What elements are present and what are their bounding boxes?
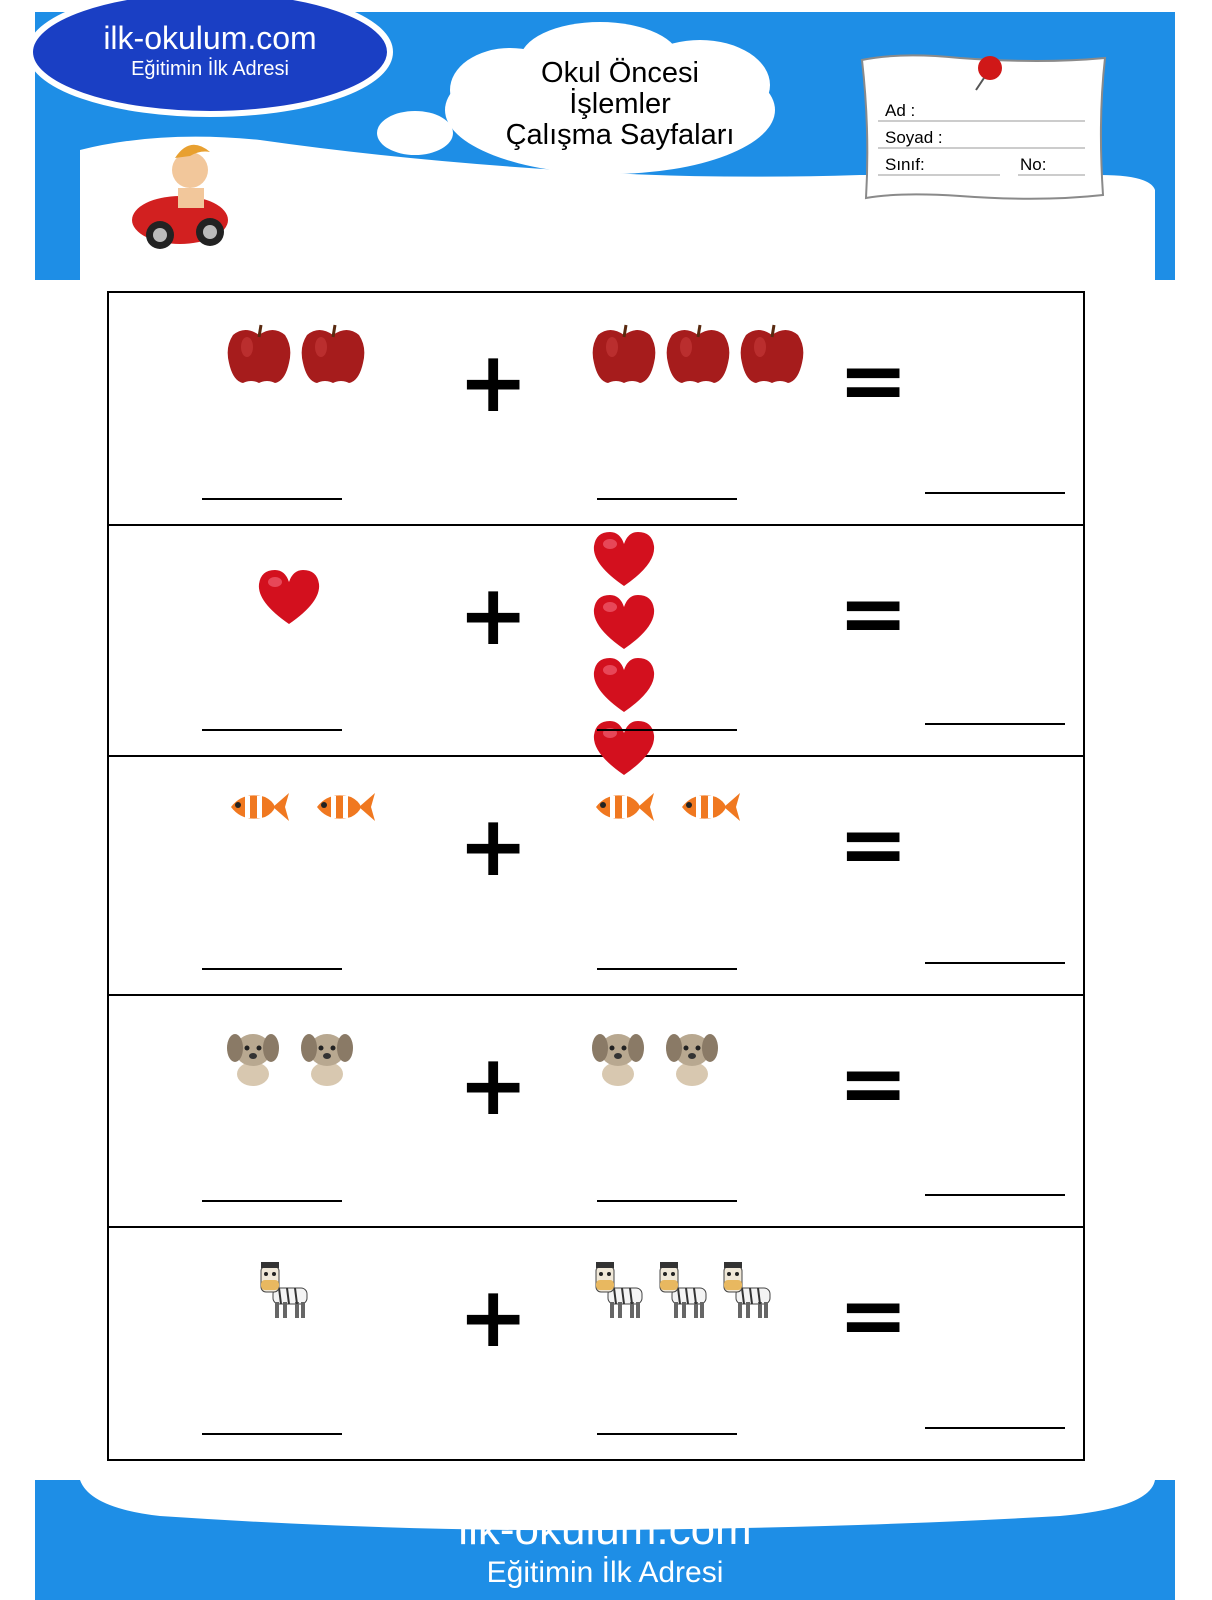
answer-blank-result[interactable] [925,962,1065,964]
answer-blank-result[interactable] [925,492,1065,494]
icon-group [225,787,397,834]
icon-group [255,1258,319,1327]
zebra-icon [654,1258,712,1322]
row-divider [107,994,1085,996]
icon-group [590,1026,738,1095]
heart-icon [590,654,658,716]
icon-group [590,787,762,834]
answer-blank-left[interactable] [202,729,342,731]
equals-sign: = [838,1266,909,1364]
answer-blank-right[interactable] [597,729,737,731]
surname-label: Soyad : [885,128,943,147]
answer-blank-left[interactable] [202,1433,342,1435]
answer-blank-left[interactable] [202,968,342,970]
plus-sign: + [458,566,529,664]
zebra-icon [590,1258,648,1322]
worksheet-title-line2: İşlemler [569,88,671,120]
logo-title: ilk-okulum.com [103,20,317,56]
worksheet-title [470,58,770,151]
icon-group [590,1258,782,1327]
apple-icon [299,323,367,385]
icon-group [225,1026,373,1095]
apple-icon [738,323,806,385]
row-divider [107,524,1085,526]
apple-icon [590,323,658,385]
answer-blank-left[interactable] [202,498,342,500]
answer-blank-result[interactable] [925,1427,1065,1429]
cartoon-car-icon [132,145,228,249]
fish-icon [311,787,379,829]
apple-icon [225,323,293,385]
icon-group [225,323,373,390]
answer-blank-left[interactable] [202,1200,342,1202]
fish-icon [225,787,293,829]
equals-sign: = [838,795,909,893]
zebra-icon [255,1258,313,1322]
zebra-icon [718,1258,776,1322]
answer-blank-result[interactable] [925,723,1065,725]
heart-icon [590,591,658,653]
icon-group [255,566,329,633]
plus-sign: + [458,333,529,431]
worksheet-title-line3: Çalışma Sayfaları [505,119,735,151]
equals-sign: = [838,564,909,662]
answer-blank-right[interactable] [597,498,737,500]
puppy-icon [664,1026,720,1090]
answer-blank-right[interactable] [597,968,737,970]
fish-icon [590,787,658,829]
heart-icon [255,566,323,628]
plus-sign: + [458,797,529,895]
class-label: Sınıf: [885,155,925,174]
answer-blank-right[interactable] [597,1433,737,1435]
worksheet-title-line1: Okul Öncesi [541,57,699,89]
equals-sign: = [838,331,909,429]
footer-subtitle: Eğitimin İlk Adresi [486,1556,724,1589]
heart-icon [590,528,658,590]
puppy-icon [590,1026,646,1090]
number-label: No: [1020,155,1047,174]
heart-icon [590,717,658,779]
answer-blank-result[interactable] [925,1194,1065,1196]
icon-group-grid [590,528,760,780]
plus-sign: + [458,1268,529,1366]
row-divider [107,1226,1085,1228]
footer-title: ilk-okulum.com [458,1505,752,1554]
puppy-icon [225,1026,281,1090]
plus-sign: + [458,1036,529,1134]
apple-icon [664,323,732,385]
answer-blank-right[interactable] [597,1200,737,1202]
icon-group [590,323,812,390]
name-label: Ad : [885,101,916,120]
fish-icon [676,787,744,829]
puppy-icon [299,1026,355,1090]
logo-subtitle: Eğitimin İlk Adresi [131,58,289,80]
equals-sign: = [838,1034,909,1132]
